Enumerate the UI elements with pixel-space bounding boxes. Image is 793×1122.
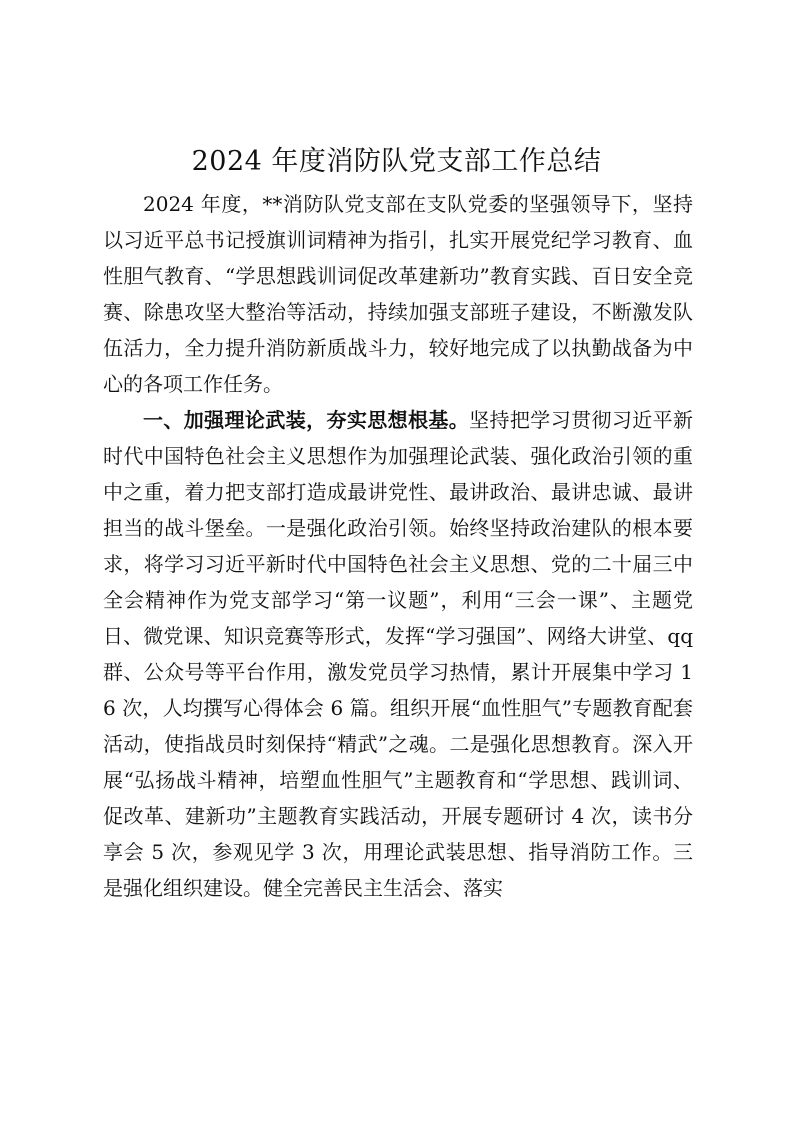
document-body	[103, 186, 693, 906]
section-body-text: 坚持把学习贯彻习近平新时代中国特色社会主义思想作为加强理论武装、强化政治引领的重中之重，着力把支部打造成最讲党性、最讲政治、最讲忠诚、最讲担当的战斗堡垒。一是强化政治引领。始终坚持政治建队的根本要求，将学习习近平新时代中国特色社会主义思想、党的二十届三中全会精神作为党支部学习“第一议题”，利用“三会一课”、主题党日、微党课、知识竞赛等形式，发挥“学习强国”、网络大讲堂、qq 群、公众号等平台作用，激发党员学习热情，累计开展集中学习 16 次，人均撰写心得体会 6 篇。组织开展“血性胆气”专题教育配套活动，使指战员时刻保持“精武”之魂。二是强化思想教育。深入开展“弘扬战斗精神，培塑血性胆气”主题教育和“学思想、践训词、促改革、建新功”主题教育实践活动，开展专题研讨 4 次，读书分享会 5 次，参观见学 3 次，用理论武装思想、指导消防工作。三是强化组织建设。健全完善民主生活会、落实	[103, 408, 694, 900]
section-paragraph	[103, 402, 693, 906]
document-title: 2024 年度消防队党支部工作总结	[191, 146, 602, 177]
section-heading: 一、加强理论武装，夯实思想根基。	[143, 408, 470, 432]
intro-paragraph: 2024 年度，**消防队党支部在支队党委的坚强领导下，坚持以习近平总书记授旗训词精神为指引，扎实开展党纪学习教育、血性胆气教育、“学思想践训词促改革建新功”教育实践、百日安全竞赛、除患攻坚大整治等活动，持续加强支部班子建设，不断激发队伍活力，全力提升消防新质战斗力，较好地完成了以执勤战备为中心的各项工作任务。	[103, 192, 693, 396]
